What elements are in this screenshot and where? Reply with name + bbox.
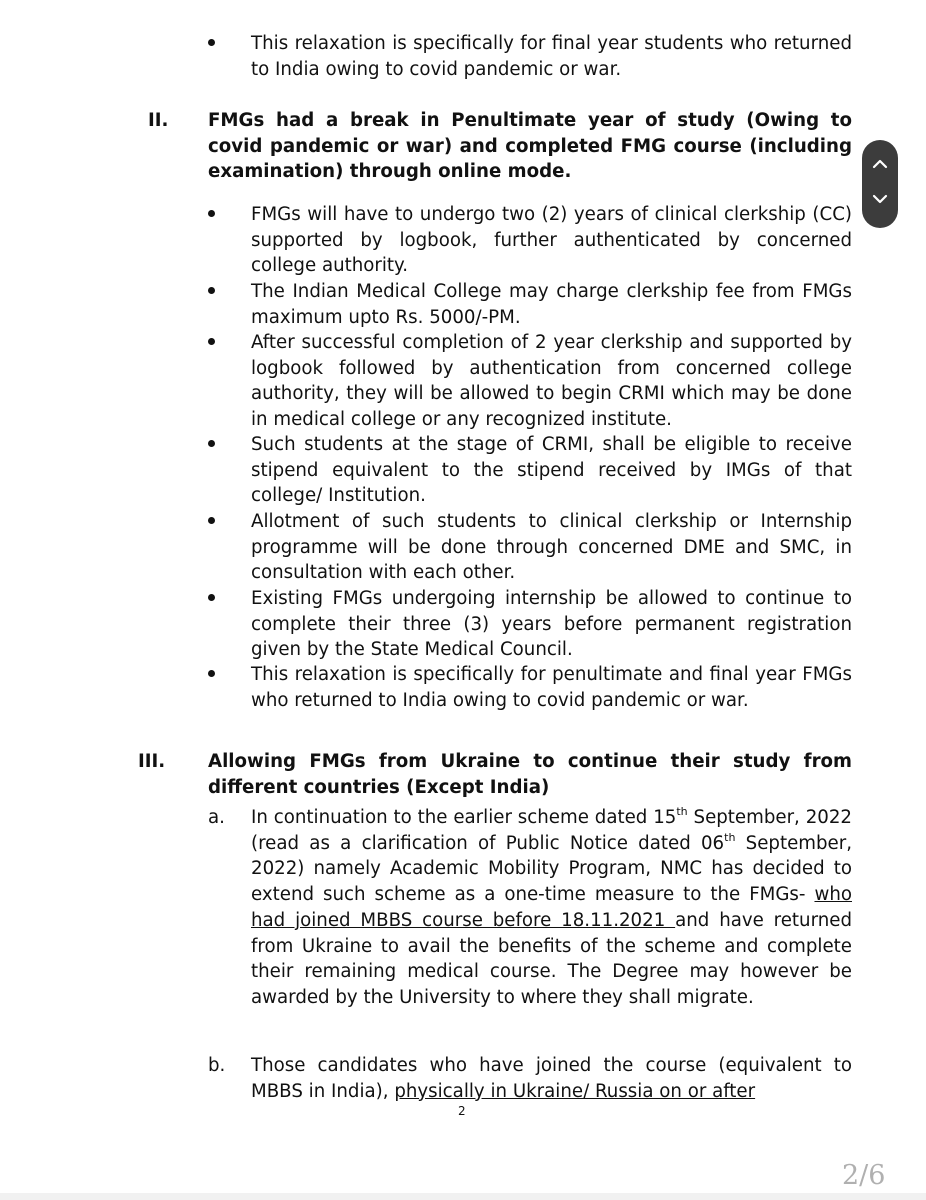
bullet-dot	[208, 39, 215, 46]
list-item	[208, 279, 852, 330]
list-item	[208, 432, 852, 509]
underlined-text: physically in Ukraine/ Russia on or after	[394, 1080, 756, 1102]
ordinal-suffix: th	[676, 805, 688, 818]
list-item	[208, 509, 852, 586]
viewer-bottom-bar	[0, 1193, 926, 1200]
text-run: September, 2022) namely Academic Mobility Program, NMC has decided to extend such scheme as a one-time measure to the FMGs-	[251, 832, 852, 906]
page-navigation	[862, 140, 898, 228]
bullet-text: The Indian Medical College may charge clerkship fee from FMGs maximum upto Rs. 5000/-PM.	[251, 281, 852, 328]
chevron-up-icon	[871, 156, 889, 170]
list-item	[208, 202, 852, 279]
text-run: Those candidates who have joined the course (equivalent to MBBS in India),	[251, 1055, 852, 1102]
list-item	[208, 31, 852, 82]
item-a-text	[251, 805, 852, 1011]
text-run: September, 2022 (read as a clarification of Public Notice dated 06	[251, 807, 852, 854]
item-marker: b.	[208, 1055, 226, 1076]
bullet-dot	[208, 517, 215, 524]
section-title: Allowing FMGs from Ukraine to continue their study from different countries (Except India)	[208, 751, 852, 798]
section-3-heading	[138, 749, 852, 804]
bullet-text: Existing FMGs undergoing internship be allowed to continue to complete their three (3) years before permanent registration given by the State Medical Council.	[251, 588, 852, 661]
bullet-dot	[208, 287, 215, 294]
ordinal-suffix: th	[724, 830, 736, 844]
next-page-button[interactable]	[862, 184, 898, 220]
list-item-b	[208, 1053, 852, 1104]
list-item-a	[208, 805, 852, 1011]
bullet-text: Such students at the stage of CRMI, shall be eligible to receive stipend equivalent to the stipend received by IMGs of that college/ Institution.	[251, 434, 852, 507]
bullet-text: This relaxation is specifically for penultimate and final year FMGs who returned to India owing to covid pandemic or war.	[251, 664, 852, 711]
underlined-text: who had joined MBBS course before 18.11.2021	[251, 884, 852, 931]
bullet-dot	[208, 670, 215, 677]
list-item	[208, 330, 852, 433]
page-number: 2	[458, 1104, 466, 1118]
bullet-text: This relaxation is specifically for final year students who returned to India owing to covid pandemic or war.	[251, 33, 852, 80]
chevron-down-icon	[871, 192, 889, 206]
section-number: II.	[148, 110, 169, 131]
list-item	[208, 586, 852, 663]
previous-page-button[interactable]	[862, 148, 898, 184]
list-item	[208, 662, 852, 713]
bullet-dot	[208, 594, 215, 601]
section-title: FMGs had a break in Penultimate year of study (Owing to covid pandemic or war) and completed FMG course (including examination) through online mode.	[208, 110, 852, 183]
bullet-dot	[208, 210, 215, 217]
bullet-text: FMGs will have to undergo two (2) years of clinical clerkship (CC) supported by logbook, further authenticated by concerned college authority.	[251, 204, 852, 277]
bullet-text: Allotment of such students to clinical clerkship or Internship programme will be done through concerned DME and SMC, in consultation with each other.	[251, 511, 852, 584]
bullet-text: After successful completion of 2 year clerkship and supported by logbook followed by authentication from concerned college authority, they will be allowed to begin CRMI which may be done in medical college or any recognized institute.	[251, 332, 852, 431]
text-run: In continuation to the earlier scheme dated 15	[251, 807, 677, 828]
page-counter: 2/6	[842, 1160, 886, 1191]
item-marker: a.	[208, 807, 225, 828]
bullet-dot	[208, 440, 215, 447]
text-run: and have returned from Ukraine to avail the benefits of the scheme and complete their remaining medical course. The Degree may however be awarded by the University to where they shall migrate.	[251, 909, 853, 1008]
section-number: III.	[138, 751, 166, 772]
section-2-heading	[148, 108, 852, 188]
item-b-text	[251, 1053, 852, 1104]
bullet-dot	[208, 338, 215, 345]
